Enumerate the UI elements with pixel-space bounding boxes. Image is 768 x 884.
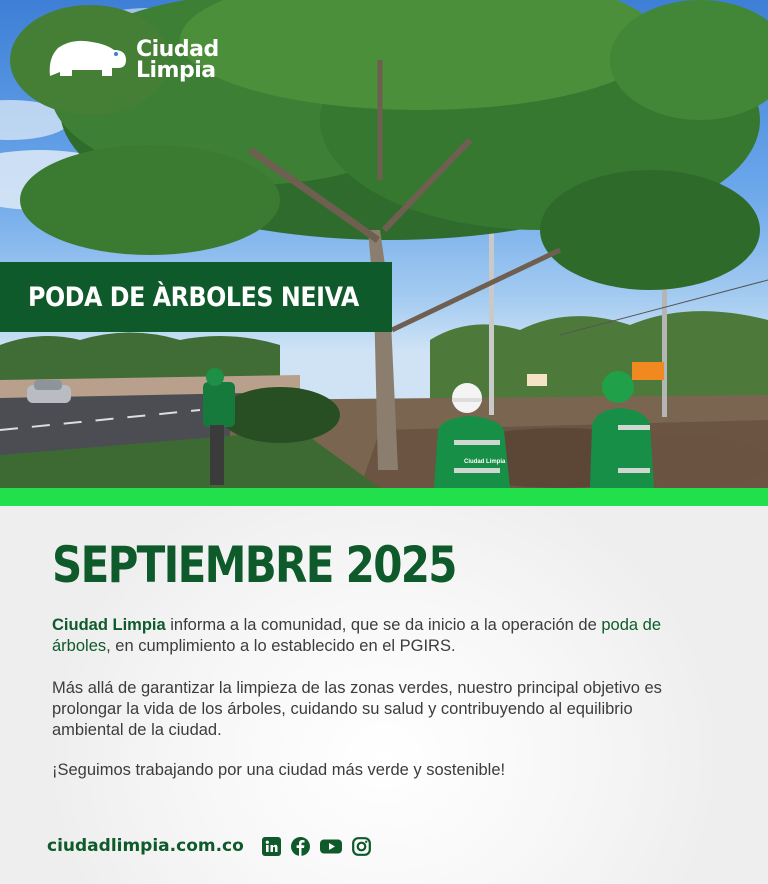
- social-icons: [262, 837, 371, 856]
- title-banner: [0, 262, 392, 332]
- instagram-icon[interactable]: [352, 837, 371, 856]
- objective-paragraph: Más allá de garantizar la limpieza de las zonas verdes, nuestro principal objetivo es prolongar la vida de los árboles, cuidando su salud y contribuyendo al equilibrio ambiental de la ciudad.: [52, 679, 662, 739]
- closing-paragraph: ¡Seguimos trabajando por una ciudad más verde y sostenible!: [52, 761, 506, 779]
- green-divider-strip: [0, 488, 768, 506]
- content-section: [0, 506, 768, 884]
- youtube-icon[interactable]: [320, 837, 342, 856]
- pruning-highlight: poda de árboles: [52, 616, 662, 655]
- announcement-paragraph: [52, 615, 692, 657]
- banner-title: PODA DE ÀRBOLES NEIVA: [28, 281, 359, 313]
- hippo-logo-icon: [46, 36, 128, 83]
- website-link[interactable]: ciudadlimpia.com.co: [47, 836, 244, 856]
- brand-logo: [46, 36, 219, 83]
- date-heading: SEPTIEMBRE 2025: [52, 536, 456, 594]
- footer: [47, 836, 371, 856]
- brand-name-line2: Limpia: [136, 57, 216, 83]
- paragraph1-text2: , en cumplimiento a lo establecido en el PGIRS.: [106, 637, 456, 655]
- brand-name-line1: Ciudad: [136, 36, 219, 62]
- paragraph1-text1: informa a la comunidad, que se da inicio a la operación de: [165, 616, 602, 634]
- linkedin-icon[interactable]: [262, 837, 281, 856]
- facebook-icon[interactable]: [291, 837, 310, 856]
- vest-brand-label: Ciudad Limpia: [464, 459, 506, 465]
- brand-highlight: Ciudad Limpia: [52, 616, 166, 634]
